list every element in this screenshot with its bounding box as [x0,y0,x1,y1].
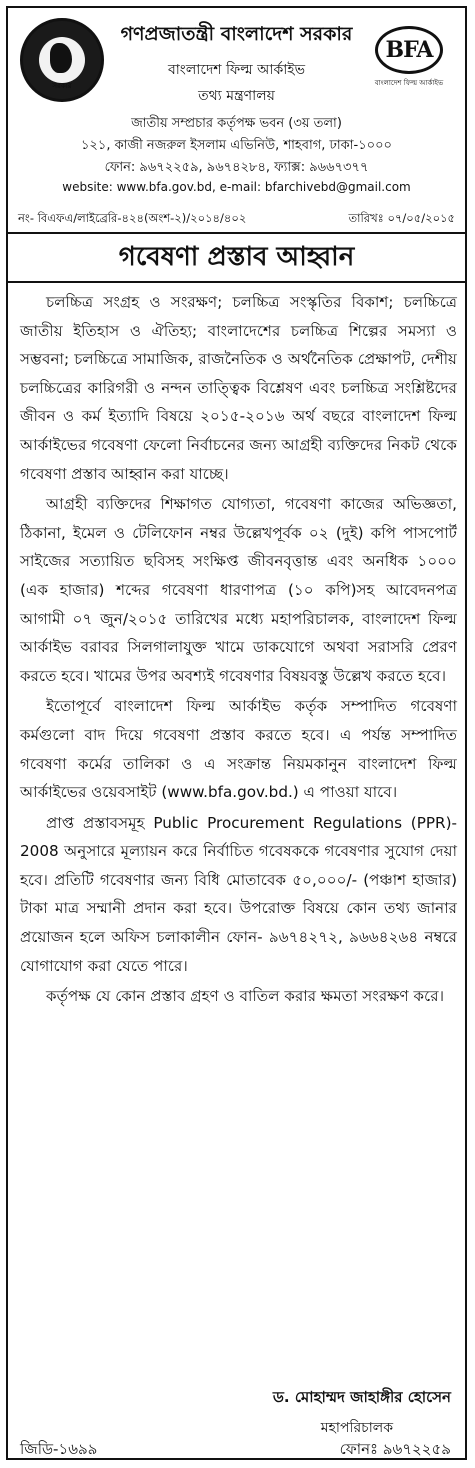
title-box [8,233,465,281]
bfa-logo [363,26,455,89]
website-email: website: www.bfa.gov.bd, e-mail: bfarchivebd@gmail.com [62,180,411,194]
notice-body [20,288,457,1013]
memo-number: নং- বিএফএ/লাইব্রেরি-৪২৪(অংশ-২)/২০১৪/৪০২ [18,211,247,225]
memo-row [8,208,465,230]
bfa-logo-letters: BFA [385,37,433,63]
notice-frame [6,6,467,1460]
bfa-logo-caption: বাংলাদেশ ফিল্ম আর্কাইভ [374,79,444,87]
memo-date: তারিখঃ ০৭/০৫/২০১৫ [348,211,455,225]
postal-address: ১২১, কাজী নজরুল ইসলাম এভিনিউ, শাহবাগ, ঢাকা-১০০০ [81,138,392,153]
notice-title: গবেষণা প্রস্তাব আহ্বান [118,242,355,272]
ministry-name: তথ্য মন্ত্রণালয় [198,88,275,104]
contact-phone: ফোন: ৯৬৭২২৫৯, ৯৬৭৪২৮৪, ফ্যাক্স: ৯৬৬৭৩৭৭ [104,160,369,175]
paragraph-evaluation: প্রাপ্ত প্রস্তাবসমূহ Public Procurement Regulations (PPR)- 2008 অনুসারে মূল্যায়ন করে নির্বাচিত গবেষককে গবেষণার সুযোগ দেয়া হবে। প্রতিটি গবেষণার জন্য বিধি মোতাবেক ৫০,০০০/- (পঞ্চাশ হাজার) টাকা মাত্র সম্মানী প্রদান করা হবে। উপরোক্ত বিষয়ে কোন তথ্য জানার প্রয়োজন হলে অফিস চলাকালীন ফোন- ৯৬৭৪২৭২, ৯৬৬৪২৬৪ নম্বরে যোগাযোগ করা যেতে পারে। [20,813,457,975]
signatory-designation: মহাপরিচালক [320,1420,393,1436]
seal-text: সরকার [52,82,72,90]
building-name: জাতীয় সম্প্রচার কর্তৃপক্ষ ভবন (৩য় তলা) [131,116,342,131]
paragraph-previous-research: ইতোপূর্বে বাংলাদেশ ফিল্ম আর্কাইভ কর্তৃক সম্পাদিত গবেষণা কর্মগুলো বাদ দিয়ে গবেষণা প্রস্তাব করতে হবে। এ পর্যন্ত সম্পাদিত গবেষণা কর্মের তালিকা ও এ সংক্রান্ত নিয়মকানুন বাংলাদেশ ফিল্ম আর্কাইভের ওয়েবসাইট (www.bfa.gov.bd.) এ পাওয়া যাবে। [20,697,457,802]
signatory-name: ড. মোহাম্মদ জাহাঙ্গীর হোসেন [272,1388,451,1406]
organization-name: বাংলাদেশ ফিল্ম আর্কাইভ [167,62,306,78]
footer-phone: ফোনঃ ৯৬৭২২৫৯ [339,1440,451,1458]
divider-bottom [8,281,465,283]
paragraph-authority: কর্তৃপক্ষ যে কোন প্রস্তাব গ্রহণ ও বাতিল করার ক্ষমতা সংরক্ষণ করে। [46,987,445,1006]
letterhead [8,8,465,204]
paragraph-topics: চলচ্চিত্র সংগ্রহ ও সংরক্ষণ; চলচ্চিত্র সংস্কৃতির বিকাশ; চলচ্চিত্রে জাতীয় ইতিহাস ও ঐতিহ্য; বাংলাদেশের চলচ্চিত্র শিল্পের সমস্যা ও সম্ভবনা; চলচ্চিত্রে সামাজিক, রাজনৈতিক ও অর্থনৈতিক প্রেক্ষাপট, দেশীয় চলচ্চিত্রের কারিগরী ও নন্দন তাত্ত্বিক বিশ্লেষণ এবং চলচ্চিত্র সংশ্লিষ্টদের জীবন ও কর্ম ইত্যাদি বিষয়ে ২০১৫-২০১৬ অর্থ বছরে বাংলাদেশ ফিল্ম আর্কাইভের গবেষণা ফেলো নির্বাচনের জন্য আগ্রহী ব্যক্তিদের নিকট থেকে গবেষণা প্রস্তাব আহ্বান করা যাচ্ছে। [20,293,457,483]
paragraph-application: আগ্রহী ব্যক্তিদের শিক্ষাগত যোগ্যতা, গবেষণা কাজের অভিজ্ঞতা, ঠিকানা, ইমেল ও টেলিফোন নম্বর উল্লেখপূর্বক ০২ (দুই) কপি পাসপোর্ট সাইজের সত্যায়িত ছবিসহ সংক্ষিপ্ত জীবনবৃত্তান্ত এবং অনধিক ১০০০ (এক হাজার) শব্দের গবেষণা ধারণাপত্র (১০ কপি)সহ আবেদনপত্র আগামী ০৭ জুন/২০১৫ তারিখের মধ্যে মহাপরিচালক, বাংলাদেশ ফিল্ম আর্কাইভ বরাবর সিলগালাযুক্ত খামে ডাকযোগে অথবা সরাসরি প্রেরণ করতে হবে। খামের উপর অবশ্যই গবেষণার বিষয়বস্তু উল্লেখ করতে হবে। [20,495,457,685]
government-name: গণপ্রজাতন্ত্রী বাংলাদেশ সরকার [120,23,353,45]
bfa-logo-icon [375,26,443,74]
gd-number: জিডি-১৬৯৯ [20,1440,98,1458]
